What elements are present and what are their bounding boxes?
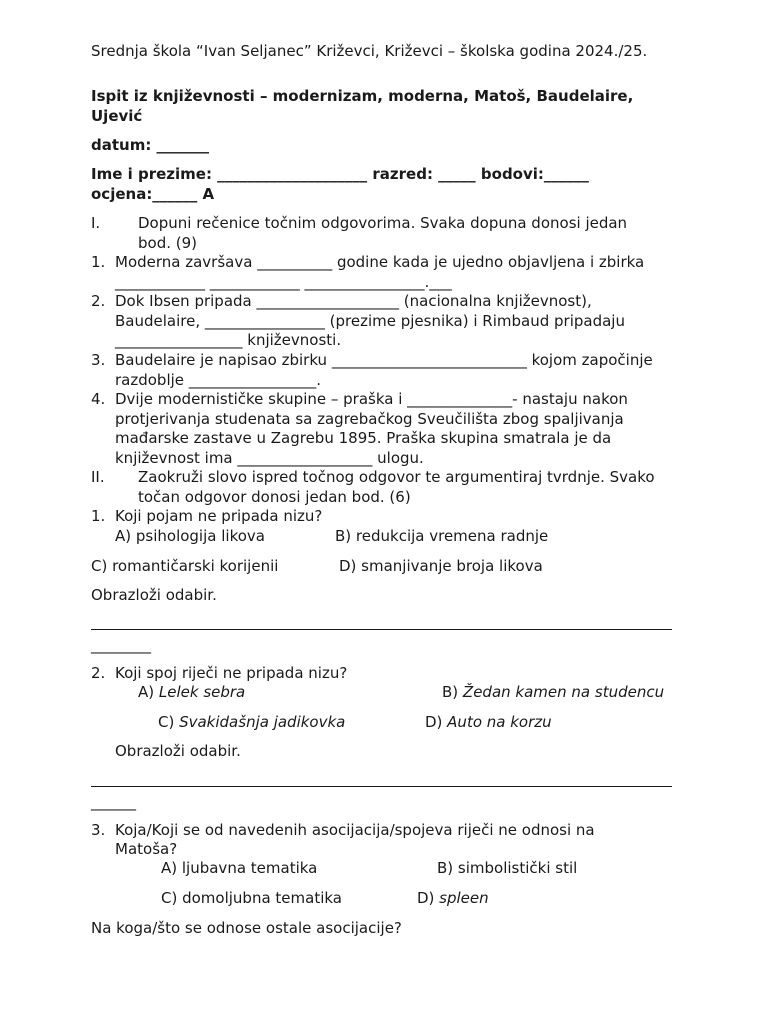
s2-q1-option-d: D) smanjivanje broja likova bbox=[339, 557, 543, 575]
s2-q2-option-a bbox=[138, 682, 245, 702]
s2-q2-option-c-text: Svakidašnja jadikovka bbox=[179, 713, 346, 731]
s2-q3-option-a: A) ljubavna tematika bbox=[161, 859, 318, 877]
s2-q1-answer-line bbox=[91, 629, 672, 630]
s2-q3-option-b: B) simbolistički stil bbox=[437, 859, 578, 877]
s2-q1-question: Koji pojam ne pripada nizu? bbox=[115, 507, 323, 525]
s2-q3-followup: Na koga/što se odnose ostale asocijacije? bbox=[91, 919, 402, 937]
s2-q2-option-d bbox=[425, 712, 552, 732]
exam-title-line2: Ujević bbox=[91, 107, 143, 125]
s2-q1-option-c: C) romantičarski korijenii bbox=[91, 557, 279, 575]
s2-q2-explain: Obrazloži odabir. bbox=[115, 742, 241, 760]
s2-q2-option-d-letter: D) bbox=[425, 713, 448, 731]
s2-q2-option-b-text: Žedan kamen na studencu bbox=[462, 683, 665, 701]
s1-q1-number: 1. bbox=[91, 253, 106, 271]
s2-q2-number: 2. bbox=[91, 664, 106, 682]
s1-q4-line1: Dvije modernističke skupine – praška i ______________- nastaju nakon bbox=[115, 390, 628, 408]
date-line: datum: _______ bbox=[91, 136, 210, 154]
s1-q4-line2: protjerivanja studenata sa zagrebačkog Sveučilišta zbog spaljivanja bbox=[115, 410, 624, 428]
s2-q3-line1: Koja/Koji se od navedenih asocijacija/spojeva riječi ne odnosi na bbox=[115, 821, 595, 839]
s2-q2-question: Koji spoj riječi ne pripada nizu? bbox=[115, 664, 348, 682]
s1-q3-line2: razdoblje _________________. bbox=[115, 371, 322, 389]
s2-q1-explain: Obrazloži odabir. bbox=[91, 586, 217, 604]
s2-q2-option-a-letter: A) bbox=[138, 683, 159, 701]
s1-q1-line1: Moderna završava __________ godine kada je ujedno objavljena i zbirka bbox=[115, 253, 645, 271]
school-header: Srednja škola “Ivan Seljanec” Križevci, Križevci – školska godina 2024./25. bbox=[91, 42, 648, 60]
s2-q2-option-c bbox=[158, 712, 345, 732]
s2-q1-option-a: A) psihologija likova bbox=[115, 527, 265, 545]
s2-q2-option-a-text: Lelek sebra bbox=[158, 683, 246, 701]
s2-q3-option-d-letter: D) bbox=[417, 889, 440, 907]
s2-q1-number: 1. bbox=[91, 507, 106, 525]
s1-q2-line3: _________________ književnosti. bbox=[115, 331, 342, 349]
s2-q3-option-d bbox=[417, 888, 489, 908]
name-line: Ime i prezime: ____________________ razred: _____ bodovi:______ bbox=[91, 165, 589, 183]
s1-q2-line1: Dok Ibsen pripada ___________________ (nacionalna književnost), bbox=[115, 292, 592, 310]
s2-q2-option-c-letter: C) bbox=[158, 713, 180, 731]
s2-q3-line2: Matoša? bbox=[115, 840, 178, 858]
section1-instruction-line2: bod. (9) bbox=[138, 234, 198, 252]
s1-q4-number: 4. bbox=[91, 390, 106, 408]
s2-q3-number: 3. bbox=[91, 821, 106, 839]
s1-q3-number: 3. bbox=[91, 351, 106, 369]
s2-q2-answer-line bbox=[91, 786, 672, 787]
section1-numeral: I. bbox=[91, 214, 101, 232]
s2-q1-answer-tail: ________ bbox=[91, 636, 151, 654]
s1-q4-line3: mađarske zastave u Zagrebu 1895. Praška skupina smatrala je da bbox=[115, 429, 612, 447]
s2-q1-option-b: B) redukcija vremena radnje bbox=[335, 527, 549, 545]
s1-q4-line4: književnost ima __________________ ulogu. bbox=[115, 449, 424, 467]
s1-q1-line2: ____________ ____________ ________________.___ bbox=[115, 273, 452, 291]
s2-q2-option-b bbox=[442, 682, 664, 702]
s1-q2-number: 2. bbox=[91, 292, 106, 310]
s2-q2-answer-tail: ______ bbox=[91, 793, 136, 811]
s2-q3-option-d-text: spleen bbox=[439, 889, 489, 907]
section1-instruction-line1: Dopuni rečenice točnim odgovorima. Svaka dopuna donosi jedan bbox=[138, 214, 628, 232]
section2-instruction-line2: točan odgovor donosi jedan bod. (6) bbox=[138, 488, 411, 506]
grade-line: ocjena:______ A bbox=[91, 185, 215, 203]
s1-q3-line1: Baudelaire je napisao zbirku __________________________ kojom započinje bbox=[115, 351, 653, 369]
s2-q2-option-d-text: Auto na korzu bbox=[447, 713, 552, 731]
exam-title-line1: Ispit iz književnosti – modernizam, moderna, Matoš, Baudelaire, bbox=[91, 87, 634, 105]
section2-instruction-line1: Zaokruži slovo ispred točnog odgovor te argumentiraj tvrdnje. Svako bbox=[138, 468, 655, 486]
s2-q3-option-c: C) domoljubna tematika bbox=[161, 889, 342, 907]
s2-q2-option-b-letter: B) bbox=[442, 683, 463, 701]
section2-numeral: II. bbox=[91, 468, 105, 486]
s1-q2-line2: Baudelaire, ________________ (prezime pjesnika) i Rimbaud pripadaju bbox=[115, 312, 625, 330]
